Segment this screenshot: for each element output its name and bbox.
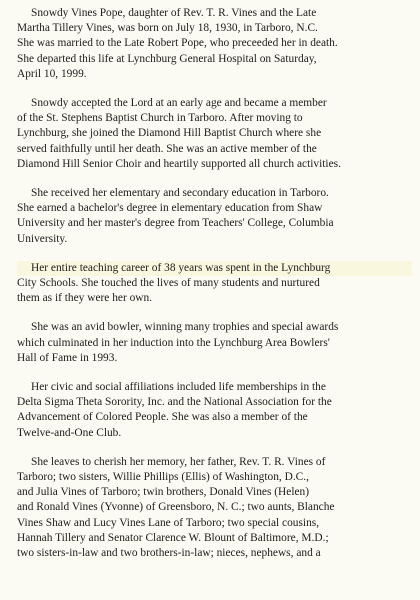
paragraph-birth-and-death <box>17 6 412 82</box>
text-line: Snowdy Vines Pope, daughter of Rev. T. R. Vines and the Late <box>31 7 317 19</box>
paragraph-survivors <box>17 455 412 561</box>
paragraph-teaching-career <box>17 261 412 307</box>
text-line: She received her elementary and secondary education in Tarboro. <box>31 187 329 200</box>
text-line: and Ronald Vines (Yvonne) of Greensboro, N. C.; two aunts, Blanche <box>17 501 335 514</box>
text-line: Diamond Hill Senior Choir and heartily supported all church activities. <box>17 157 341 170</box>
text-line: Advancement of Colored People. She was also a member of the <box>17 411 308 424</box>
text-line: Hannah Tillery and Senator Clarence W. Blount of Baltimore, M.D.; <box>17 531 329 544</box>
text-line: Tarboro; two sisters, Willie Phillips (Ellis) of Washington, D.C., <box>17 471 309 484</box>
paragraph-church <box>17 96 412 172</box>
paragraph-education <box>17 186 412 247</box>
text-line: She was an avid bowler, winning many trophies and special awards <box>31 321 339 334</box>
text-line: She departed this life at Lynchburg General Hospital on Saturday, <box>17 52 317 65</box>
text-line: which culminated in her induction into the Lynchburg Area Bowlers' <box>17 336 330 349</box>
text-line: April 10, 1999. <box>17 67 87 80</box>
text-line: Martha Tillery Vines, was born on July 18, 1930, in Tarboro, N.C. <box>17 22 318 35</box>
text-line: Her entire teaching career of 38 years was spent in the Lynchburg <box>17 261 412 276</box>
text-line: She leaves to cherish her memory, her father, Rev. T. R. Vines of <box>31 455 326 468</box>
text-line: Hall of Fame in 1993. <box>17 351 118 364</box>
text-line: She earned a bachelor's degree in elementary education from Shaw <box>17 202 323 215</box>
text-line: Her civic and social affiliations included life memberships in the <box>31 381 326 394</box>
text-line: Snowdy accepted the Lord at an early age and became a member <box>31 97 327 110</box>
text-line: Twelve-and-One Club. <box>17 426 122 439</box>
paragraph-affiliations <box>17 380 412 441</box>
text-line: University and her master's degree from Teachers' College, Columbia <box>17 217 334 230</box>
text-line: Lynchburg, she joined the Diamond Hill Baptist Church where she <box>17 127 322 140</box>
text-line: two sisters-in-law and two brothers-in-law; nieces, nephews, and a <box>17 547 321 560</box>
text-line: University. <box>17 232 68 245</box>
text-line: them as if they were her own. <box>17 292 153 305</box>
text-line: She was married to the Late Robert Pope, who preceeded her in death. <box>17 37 338 50</box>
text-line: and Julia Vines of Tarboro; twin brothers, Donald Vines (Helen) <box>17 486 310 499</box>
text-line: served faithfully until her death. She was an active member of the <box>17 142 317 155</box>
paragraph-bowling <box>17 320 412 366</box>
text-line: Vines Shaw and Lucy Vines Lane of Tarboro; two special cousins, <box>17 516 320 529</box>
text-line: of the St. Stephens Baptist Church in Tarboro. After moving to <box>17 112 303 125</box>
text-line: Delta Sigma Theta Sorority, Inc. and the National Association for the <box>17 396 332 409</box>
text-line: City Schools. She touched the lives of many students and nurtured <box>17 277 320 290</box>
